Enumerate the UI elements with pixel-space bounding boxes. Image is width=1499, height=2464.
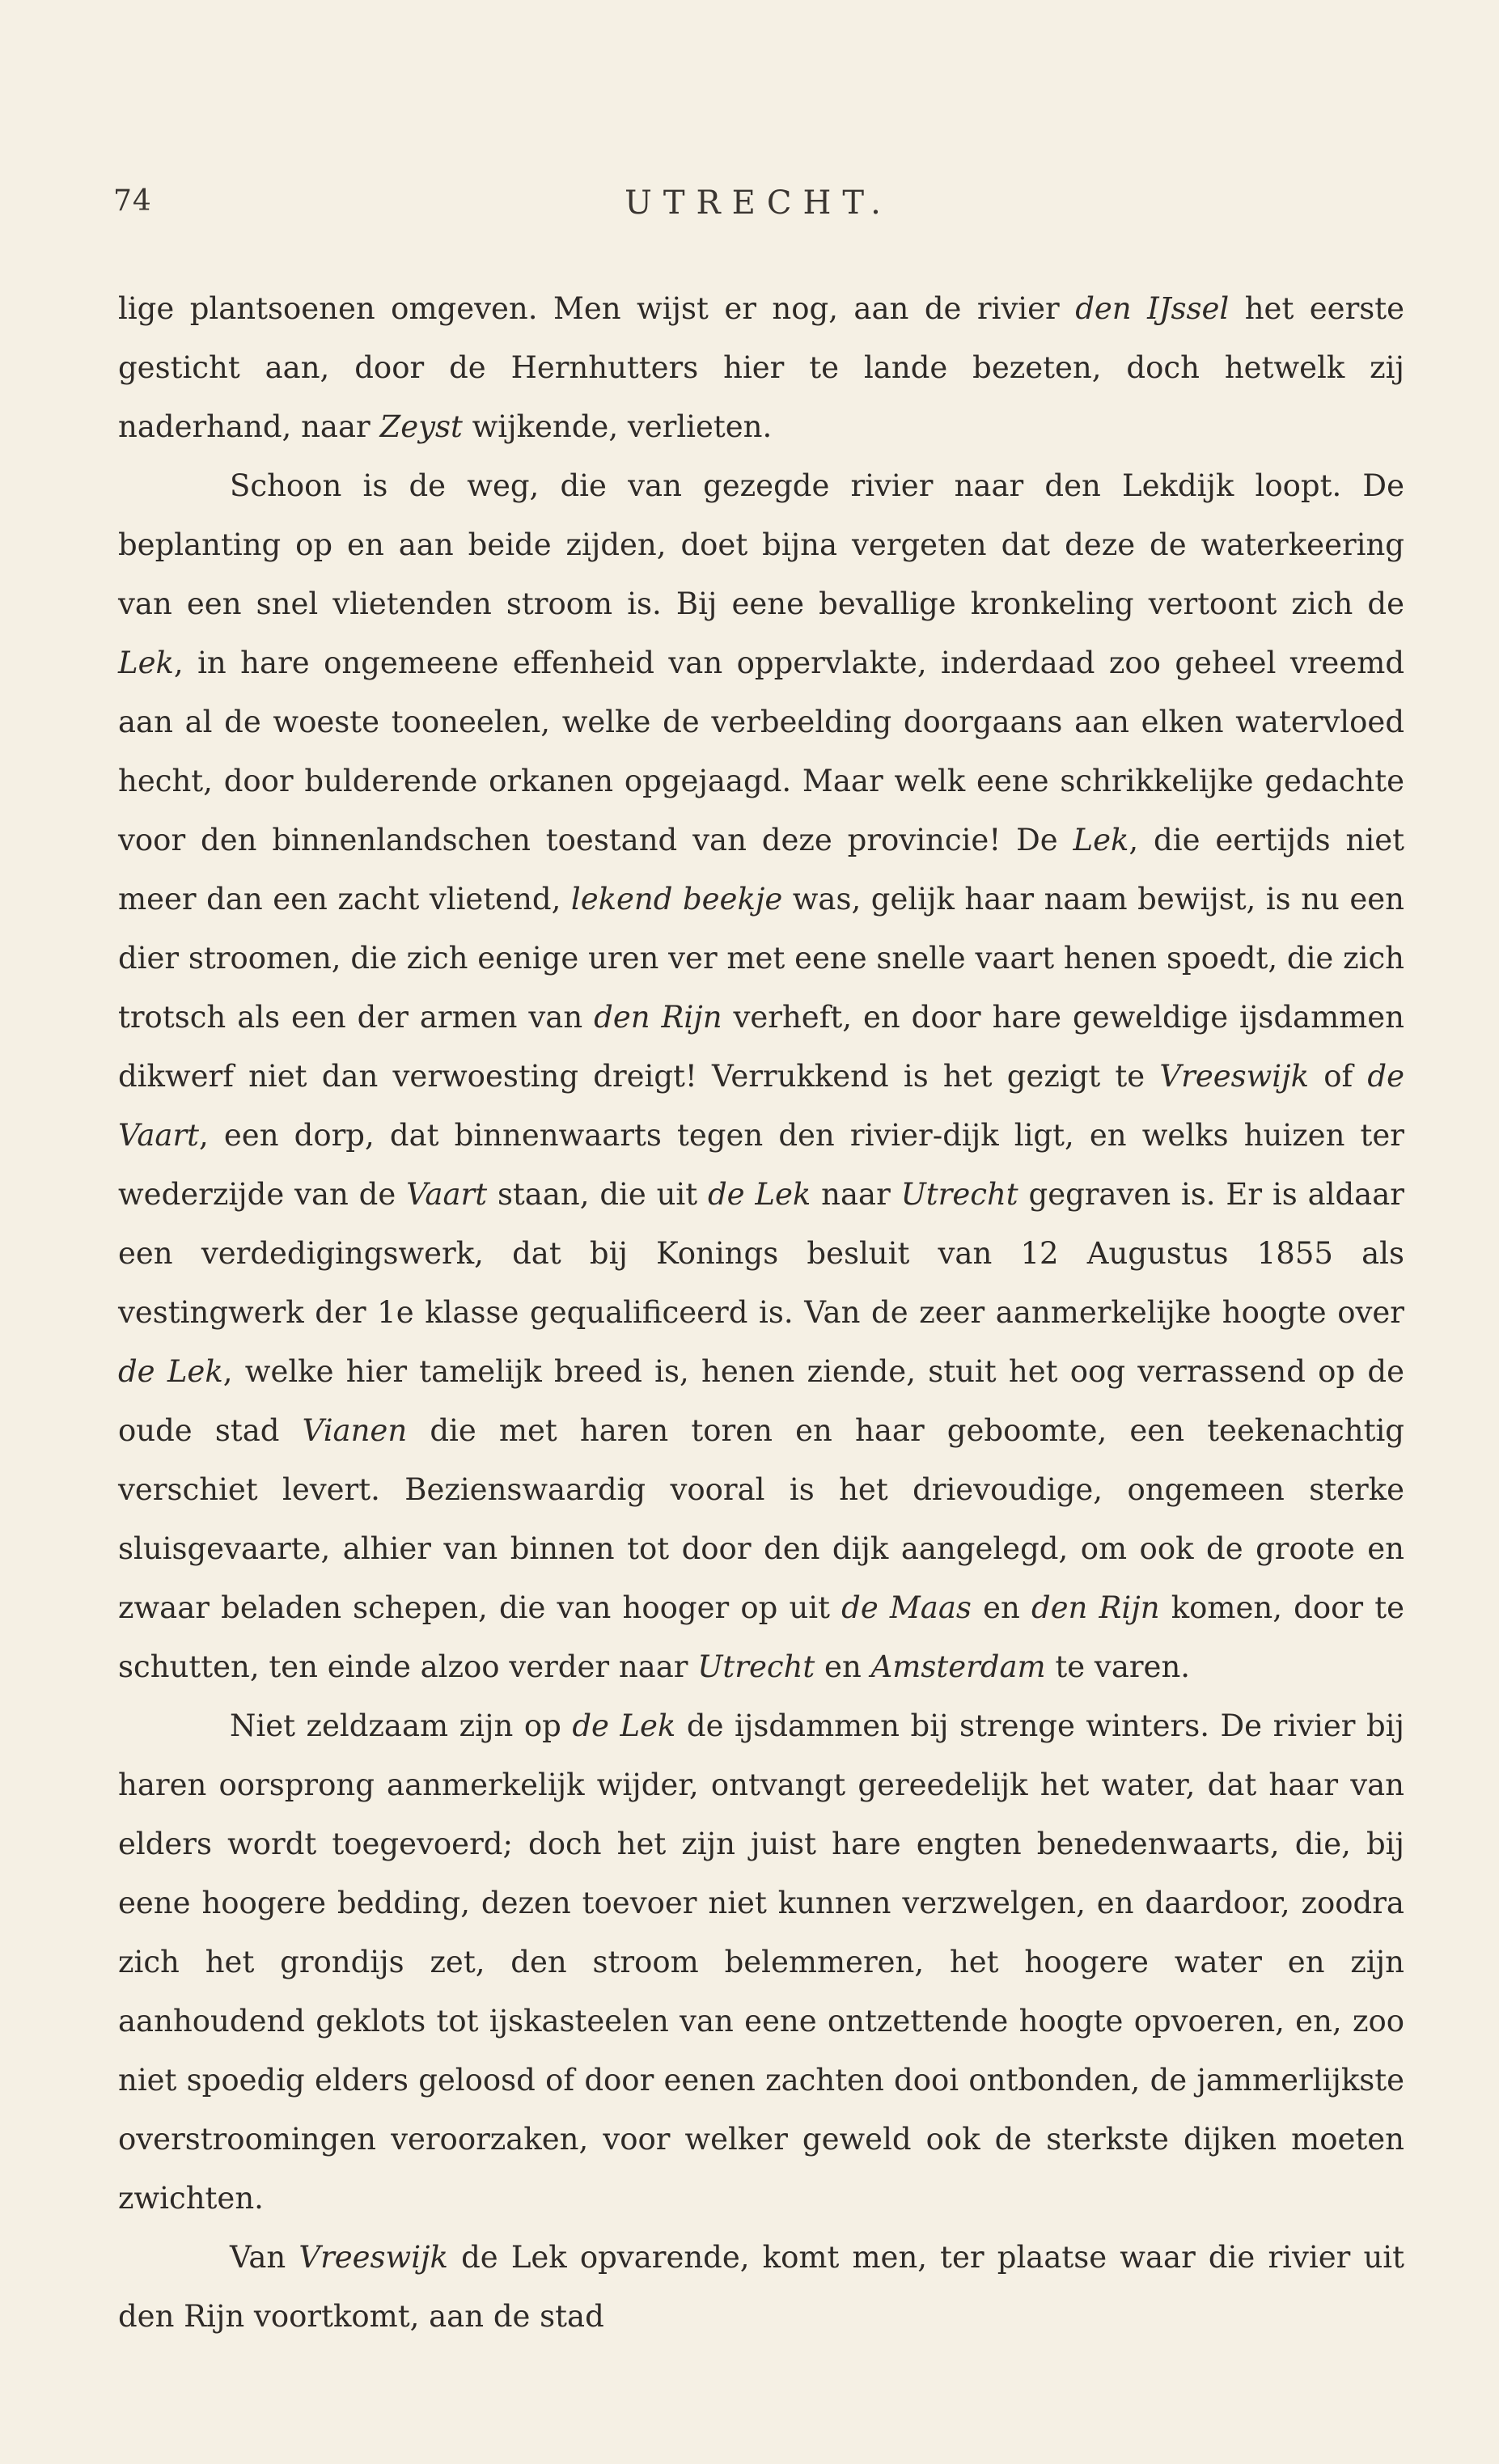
text-segment: de ijsdammen bij strenge winters. De rivier bij haren oorsprong aanmerkelijk wijder, ontvangt gereedelijk het water, dat haar van elders wordt toegevoerd; doch het zijn juist hare engten benedenwaarts, die, bij eene hoogere bedding, dezen toevoer niet kunnen verzwelgen, en daardoor, zoodra zich het grondijs zet, den stroom belemmeren, het hoogere water en zijn aanhoudend geklots tot ijskasteelen van eene ontzettende hoogte opvoeren, en, zoo niet spoedig elders geloosd of door eenen zachten dooi ontbonden, de jammerlijkste overstroomingen veroorzaken, voor welker geweld ook de sterkste dijken moeten zwichten.	[118, 1708, 1404, 2216]
italic-text-segment: Lek	[1073, 823, 1129, 857]
italic-text-segment: de Vaart	[118, 1059, 1404, 1153]
text-segment: komen, door te schutten, ten einde alzoo verder naar	[118, 1590, 1405, 1684]
italic-text-segment: de Lek	[118, 1354, 223, 1389]
italic-text-segment: Amsterdam	[870, 1649, 1046, 1684]
text-segment: , die eertijds niet meer dan een zacht vlietend,	[118, 823, 1404, 917]
running-head	[113, 184, 1404, 233]
paragraph	[118, 456, 1404, 1696]
text-segment: , in hare ongemeene effenheid van oppervlakte, inderdaad zoo geheel vreemd aan al de woeste tooneelen, welke de verbeelding doorgaans aan elken watervloed hecht, door bulderende orkanen opgejaagd. Maar welk eene schrikkelijke gedachte voor den binnenlandschen toestand van deze provincie! De	[118, 646, 1404, 857]
paragraph	[118, 1696, 1404, 2228]
italic-text-segment: de Lek	[707, 1177, 811, 1212]
italic-text-segment: Vaart	[406, 1177, 488, 1212]
italic-text-segment: den Rijn	[1031, 1590, 1160, 1625]
italic-text-segment: Lek	[118, 646, 174, 680]
text-segment: wijkende, verlieten.	[462, 409, 773, 444]
italic-text-segment: Utrecht	[900, 1177, 1018, 1212]
text-segment: die met haren toren en haar geboomte, een teekenachtig verschiet levert. Bezienswaardig vooral is het drievoudige, ongemeen sterke sluisgevaarte, alhier van binnen tot door den dijk aangelegd, om ook de groote en zwaar beladen schepen, die van hooger op uit	[118, 1413, 1404, 1625]
text-segment: Van	[230, 2240, 299, 2275]
text-segment: en	[971, 1590, 1031, 1625]
paragraph	[118, 2228, 1404, 2346]
text-segment: te varen.	[1045, 1649, 1191, 1684]
text-segment: lige plantsoenen omgeven. Men wijst er nog, aan de rivier	[118, 291, 1076, 326]
text-segment: en	[815, 1649, 871, 1684]
text-segment: verheft, en door hare geweldige ijsdammen dikwerf niet dan verwoesting dreigt! Verrukkend is het gezigt te	[118, 1000, 1404, 1094]
italic-text-segment: Vreeswijk	[299, 2240, 448, 2275]
italic-text-segment: Vreeswijk	[1159, 1059, 1309, 1094]
paragraph	[118, 279, 1404, 456]
italic-text-segment: lekend beekje	[570, 882, 783, 917]
text-segment: naar	[811, 1177, 901, 1212]
italic-text-segment: Zeyst	[379, 409, 463, 444]
italic-text-segment: de Maas	[841, 1590, 972, 1625]
text-segment: gegraven is. Er is aldaar een verdedigingswerk, dat bij Konings besluit van 12 Augustus 1855 als vestingwerk der 1e klasse gequalificeerd is. Van de zeer aanmerkelijke hoogte over	[118, 1177, 1404, 1330]
text-segment: was, gelijk haar naam bewijst, is nu een dier stroomen, die zich eenige uren ver met eene snelle vaart henen spoedt, die zich trotsch als een der armen van	[118, 882, 1404, 1035]
text-segment: Schoon is de weg, die van gezegde rivier naar den Lekdijk loopt. De beplanting op en aan beide zijden, doet bijna vergeten dat deze de waterkeering van een snel vlietenden stroom is. Bij eene bevallige kronkeling vertoont zich de	[118, 468, 1404, 621]
italic-text-segment: de Lek	[572, 1708, 676, 1743]
text-segment: Niet zeldzaam zijn op	[230, 1708, 573, 1743]
italic-text-segment: den IJssel	[1075, 291, 1230, 326]
italic-text-segment: Utrecht	[697, 1649, 815, 1684]
text-segment: de Lek opvarende, komt men, ter plaatse waar die rivier uit den Rijn voortkomt, aan de stad	[118, 2240, 1404, 2334]
text-segment: het eerste gesticht aan, door de Hernhutters hier te lande bezeten, doch hetwelk zij naderhand, naar	[118, 291, 1405, 444]
italic-text-segment: den Rijn	[594, 1000, 722, 1035]
text-segment: of	[1309, 1059, 1368, 1094]
text-segment: , een dorp, dat binnenwaarts tegen den rivier-dijk ligt, en welks huizen ter wederzijde van de	[118, 1118, 1404, 1212]
text-segment: , welke hier tamelijk breed is, henen ziende, stuit het oog verrassend op de oude stad	[118, 1354, 1404, 1448]
italic-text-segment: Vianen	[302, 1413, 408, 1448]
body-text	[118, 279, 1404, 2346]
page-number: 74	[113, 184, 152, 218]
text-segment: staan, die uit	[487, 1177, 708, 1212]
running-title: UTRECHT.	[625, 184, 892, 222]
